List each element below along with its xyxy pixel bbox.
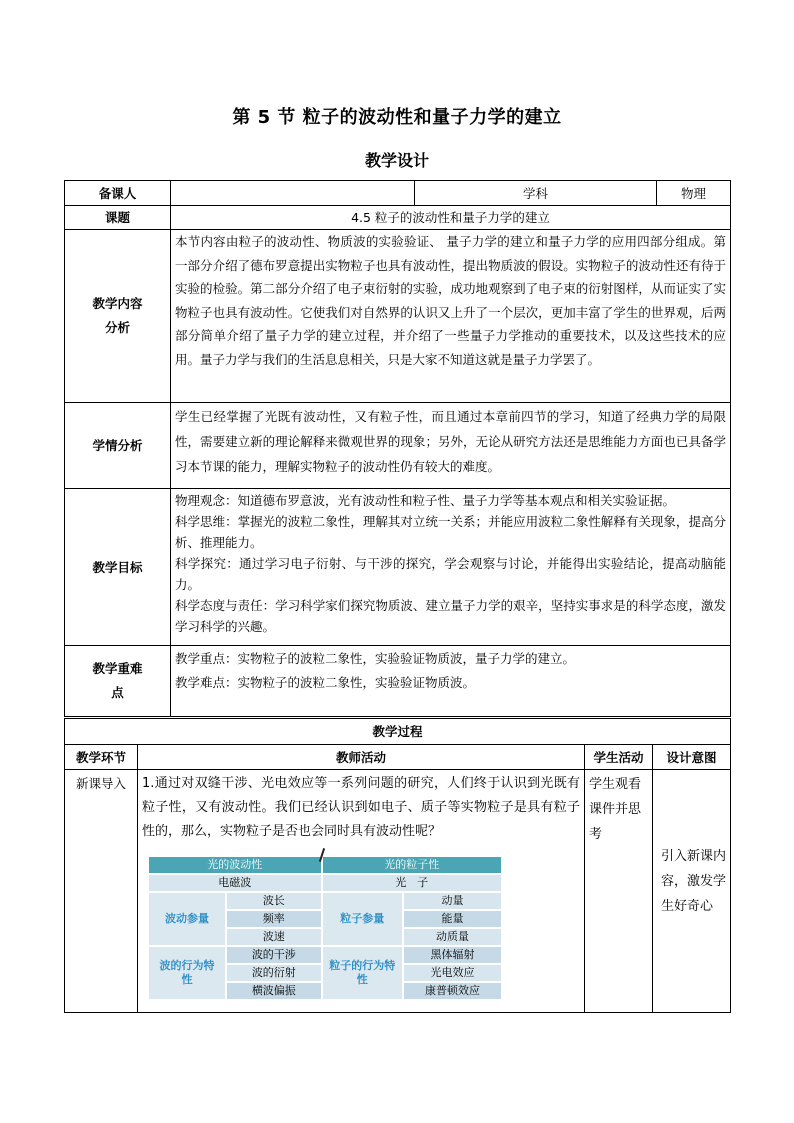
wave-behavior: 波的衍射 <box>227 965 320 981</box>
teacher-activity-text: 1.通过对双缝干涉、光电效应等一系列问题的研究，人们终于认识到光既有粒子性，又有波动性。我们已经认识到如电子、质子等实物粒子是具有粒子性的，那么，实物粒子是否也会同时具有波动性呢？ <box>142 776 580 839</box>
content-analysis-text: 本节内容由粒子的波动性、物质波的实验验证、 量子力学的建立和量子力学的应用四部分组成。第一部分介绍了德布罗意提出实物粒子也具有波动性，提出物质波的假设。实物粒子的波动性还有待于实验的检验。第二部分介绍了电子束衍射的实验，成功地观察到了电子束的衍射图样，从而证实了实物粒子也具有波动性。它使我们对自然界的认识又上升了一个层次，更加丰富了学生的世界观，后两部分简单介绍了量子力学的建立过程，并介绍了一些量子力学推动的重要技术，以及这些技术的应用。量子力学与我们的生活息息相关，只是大家不知道这就是量子力学罢了。 <box>171 230 731 403</box>
goal-item: 物理观念：知道德布罗意波，光有波动性和粒子性、量子力学等基本观点和相关实验证据。 <box>175 493 676 508</box>
particle-param: 能量 <box>404 911 501 927</box>
goals-label: 教学目标 <box>65 489 171 646</box>
header-stage: 教学环节 <box>65 745 138 770</box>
page-title: 第 5 节 粒子的波动性和量子力学的建立 <box>232 107 562 128</box>
header-teacher: 教师活动 <box>138 745 585 770</box>
student-activity-cell: 学生观看课件并思考 <box>585 770 653 1013</box>
particle-params-label: 粒子参量 <box>323 893 403 945</box>
key-point-item: 教学难点：实物粒子的波粒二象性，实验验证物质波。 <box>175 675 476 690</box>
subject-value: 物理 <box>657 181 731 206</box>
key-point-item: 教学重点：实物粒子的波粒二象性，实验验证物质波，量子力学的建立。 <box>175 651 576 666</box>
intent-cell: 引入新课内容，激发学生好奇心 <box>653 770 731 1013</box>
topic-value: 4.5 粒子的波动性和量子力学的建立 <box>171 206 731 230</box>
goal-item: 科学思维：掌握光的波粒二象性，理解其对立统一关系；并能应用波粒二象性解释有关现象，提高分析、推理能力。 <box>175 514 726 550</box>
particle-param: 动质量 <box>404 929 501 945</box>
wave-behavior: 横波偏振 <box>227 983 320 999</box>
student-analysis-text: 学生已经掌握了光既有波动性，又有粒子性，而且通过本章前四节的学习，知道了经典力学的局限性，需要建立新的理论解释来微观世界的现象；另外，无论从研究方法还是思维能力方面也已具备学习本节课的能力，理解实物粒子的波动性仍有较大的难度。 <box>171 403 731 489</box>
wave-param: 波长 <box>227 893 320 909</box>
process-title: 教学过程 <box>65 719 731 745</box>
student-analysis-label: 学情分析 <box>65 403 171 489</box>
goals-list <box>171 489 731 646</box>
teacher-label: 备课人 <box>65 181 171 206</box>
key-points-list <box>171 646 731 717</box>
topic-label: 课题 <box>65 206 171 230</box>
particle-sub: 光 子 <box>323 875 501 891</box>
wave-behavior: 波的干涉 <box>227 947 320 963</box>
lesson-plan-table <box>64 180 731 717</box>
goal-item: 科学探究：通过学习电子衍射、与干涉的探究，学会观察与讨论，并能得出实验结论，提高动脑能力。 <box>175 556 726 592</box>
teacher-value[interactable] <box>171 181 415 206</box>
subject-label: 学科 <box>415 181 657 206</box>
particle-behavior: 光电效应 <box>404 965 501 981</box>
wave-behavior-label: 波的行为特性 <box>149 947 225 999</box>
stage-cell: 新课导入 <box>65 770 138 1013</box>
particle-param: 动量 <box>404 893 501 909</box>
wave-params-label: 波动参量 <box>149 893 225 945</box>
wave-sub: 电磁波 <box>149 875 321 891</box>
page-subtitle: 教学设计 <box>364 151 429 170</box>
header-intent: 设计意图 <box>653 745 731 770</box>
goal-item: 科学态度与责任：学习科学家们探究物质波、建立量子力学的艰辛，坚持实事求是的科学态度，激发学习科学的兴趣。 <box>175 598 726 634</box>
content-analysis-label-text: 教学内容分析 <box>92 296 143 335</box>
wave-particle-chart <box>147 855 503 1001</box>
wave-header: 光的波动性 <box>149 857 321 873</box>
key-points-label <box>65 646 171 717</box>
particle-header: 光的粒子性 <box>323 857 501 873</box>
particle-behavior: 康普顿效应 <box>404 983 501 999</box>
wave-param: 波速 <box>227 929 320 945</box>
content-analysis-label <box>65 230 171 403</box>
particle-behavior-label: 粒子的行为特性 <box>323 947 403 999</box>
key-points-label-text: 教学重难点 <box>92 661 143 700</box>
particle-behavior: 黑体辐射 <box>404 947 501 963</box>
header-student: 学生活动 <box>585 745 653 770</box>
wave-param: 频率 <box>227 911 320 927</box>
